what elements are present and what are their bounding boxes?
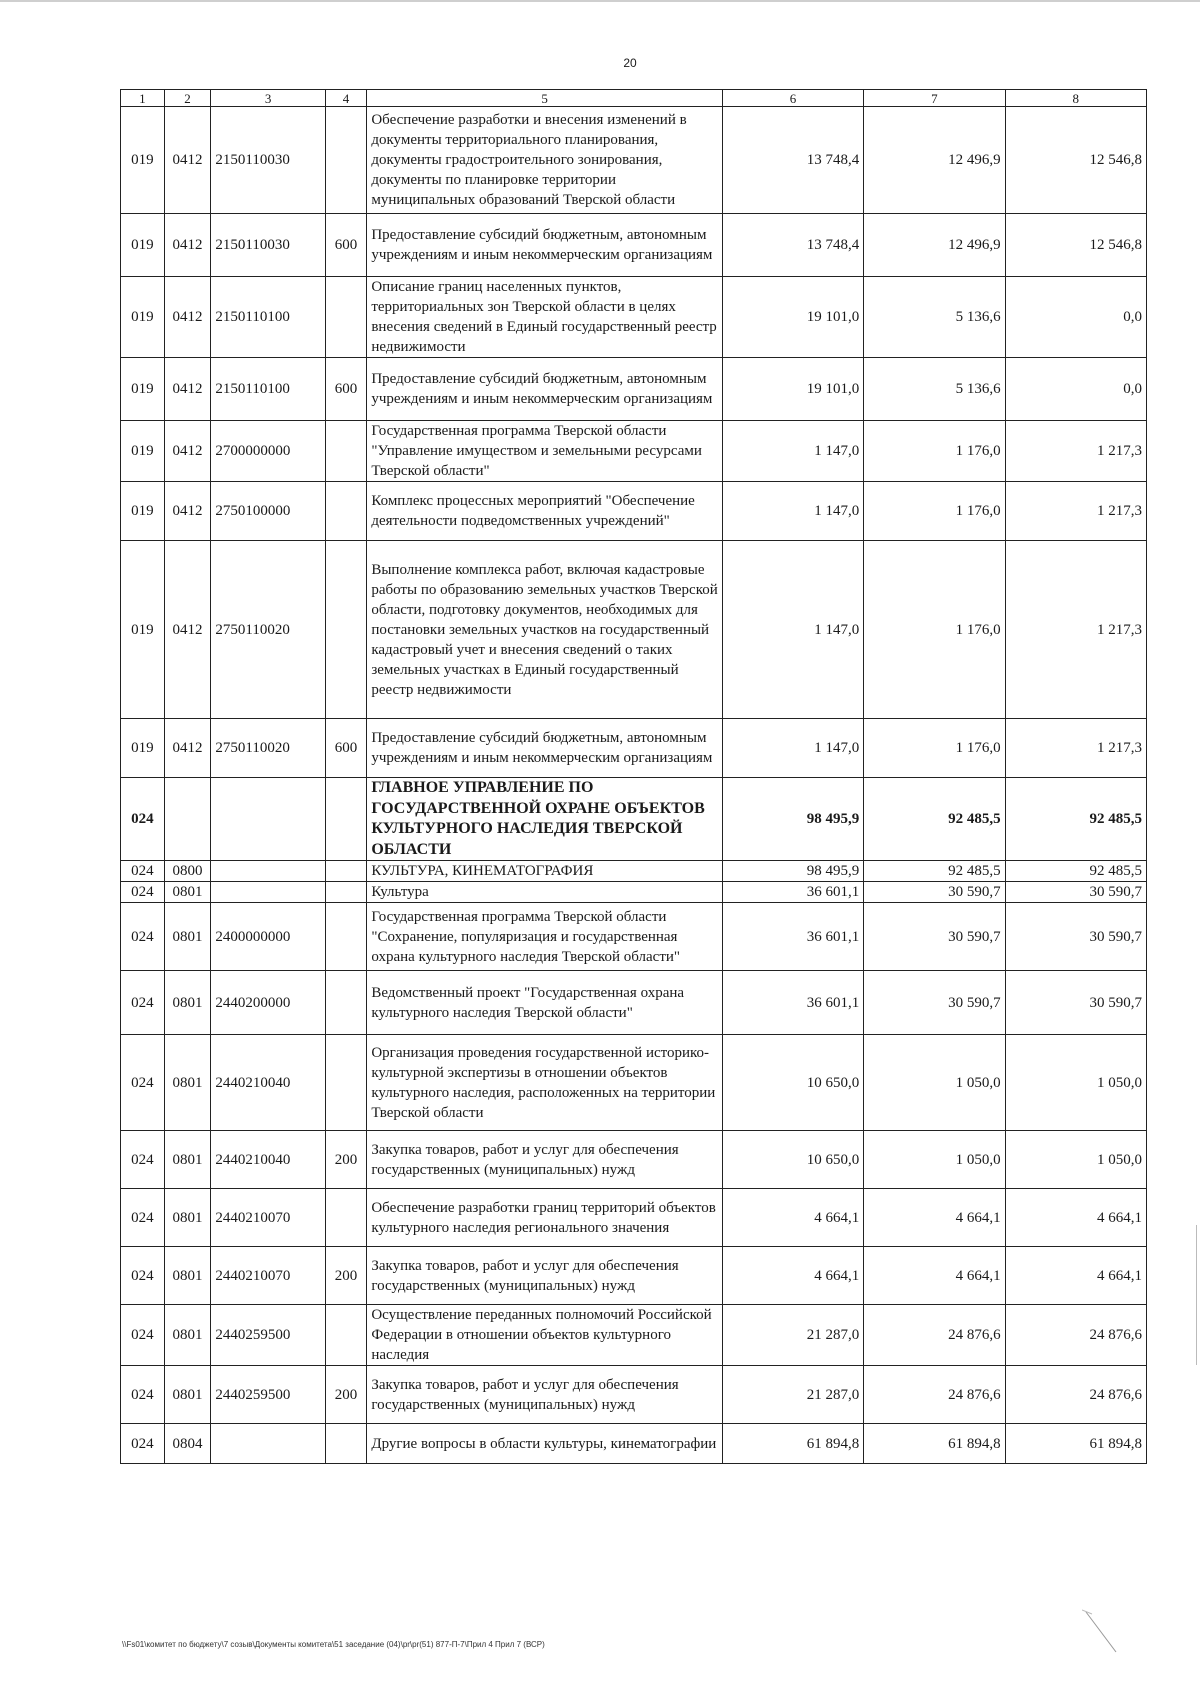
cell-name: Предоставление субсидий бюджетным, автономным учреждениям и иным некоммерческим организациям — [367, 719, 723, 778]
cell-name: Организация проведения государственной историко-культурной экспертизы в отношении объектов культурного наследия, расположенных на территории Тверской области — [367, 1035, 723, 1131]
cell-amount-col6: 4 664,1 — [722, 1189, 863, 1247]
column-number: 8 — [1005, 90, 1146, 107]
cell-target-article: 2750100000 — [211, 482, 325, 541]
cell-expense-type: 600 — [325, 358, 367, 421]
cell-expense-type — [325, 1035, 367, 1131]
cell-amount-col7: 24 876,6 — [864, 1366, 1005, 1424]
cell-amount-col7: 5 136,6 — [864, 277, 1005, 358]
cell-section: 0801 — [164, 903, 211, 971]
table-row — [121, 482, 1147, 541]
cell-expense-type — [325, 421, 367, 482]
column-number: 5 — [367, 90, 723, 107]
cell-amount-col8: 12 546,8 — [1005, 107, 1146, 214]
table-row — [121, 358, 1147, 421]
table-body — [121, 90, 1147, 1464]
cell-target-article: 2150110100 — [211, 358, 325, 421]
cell-admin-code: 024 — [121, 971, 165, 1035]
cell-name: ГЛАВНОЕ УПРАВЛЕНИЕ ПО ГОСУДАРСТВЕННОЙ ОХРАНЕ ОБЪЕКТОВ КУЛЬТУРНОГО НАСЛЕДИЯ ТВЕРСКОЙ ОБЛАСТИ — [367, 778, 723, 861]
table-row — [121, 1035, 1147, 1131]
cell-section: 0412 — [164, 107, 211, 214]
column-number: 1 — [121, 90, 165, 107]
cell-amount-col6: 21 287,0 — [722, 1366, 863, 1424]
cell-expense-type — [325, 1424, 367, 1464]
column-number: 6 — [722, 90, 863, 107]
cell-admin-code: 024 — [121, 1305, 165, 1366]
cell-admin-code: 024 — [121, 778, 165, 861]
table-row — [121, 903, 1147, 971]
cell-name: Культура — [367, 882, 723, 903]
cell-amount-col7: 12 496,9 — [864, 107, 1005, 214]
cell-amount-col6: 19 101,0 — [722, 277, 863, 358]
cell-expense-type — [325, 482, 367, 541]
cell-section — [164, 778, 211, 861]
cell-name: Другие вопросы в области культуры, кинематографии — [367, 1424, 723, 1464]
cell-target-article — [211, 861, 325, 882]
cell-section: 0412 — [164, 214, 211, 277]
cell-amount-col8: 61 894,8 — [1005, 1424, 1146, 1464]
cell-section: 0412 — [164, 421, 211, 482]
column-number: 2 — [164, 90, 211, 107]
cell-target-article: 2700000000 — [211, 421, 325, 482]
cell-expense-type: 200 — [325, 1247, 367, 1305]
cell-amount-col7: 4 664,1 — [864, 1189, 1005, 1247]
cell-amount-col6: 10 650,0 — [722, 1131, 863, 1189]
cell-name: Предоставление субсидий бюджетным, автономным учреждениям и иным некоммерческим организациям — [367, 214, 723, 277]
scan-artifact-mark — [1082, 1608, 1122, 1656]
cell-admin-code: 024 — [121, 1131, 165, 1189]
cell-expense-type — [325, 903, 367, 971]
cell-target-article: 2750110020 — [211, 719, 325, 778]
cell-admin-code: 024 — [121, 1424, 165, 1464]
cell-target-article: 2400000000 — [211, 903, 325, 971]
budget-table — [120, 89, 1147, 1464]
cell-amount-col7: 30 590,7 — [864, 971, 1005, 1035]
cell-expense-type — [325, 1189, 367, 1247]
cell-target-article: 2440259500 — [211, 1366, 325, 1424]
cell-amount-col8: 0,0 — [1005, 277, 1146, 358]
cell-amount-col6: 36 601,1 — [722, 971, 863, 1035]
cell-name: Комплекс процессных мероприятий "Обеспечение деятельности подведомственных учреждений" — [367, 482, 723, 541]
table-row — [121, 1366, 1147, 1424]
cell-admin-code: 019 — [121, 719, 165, 778]
cell-amount-col8: 1 217,3 — [1005, 541, 1146, 719]
column-number: 7 — [864, 90, 1005, 107]
table-row — [121, 778, 1147, 861]
cell-amount-col7: 5 136,6 — [864, 358, 1005, 421]
cell-expense-type: 200 — [325, 1366, 367, 1424]
cell-amount-col6: 4 664,1 — [722, 1247, 863, 1305]
cell-target-article: 2150110030 — [211, 107, 325, 214]
cell-amount-col8: 30 590,7 — [1005, 882, 1146, 903]
cell-name: Выполнение комплекса работ, включая кадастровые работы по образованию земельных участков Тверской области, подготовку документов, необходимых для постановки земельных участков на государственный кадастровый учет и внесения сведений о таких земельных участках в Единый государственный реестр недвижимости — [367, 541, 723, 719]
cell-target-article — [211, 882, 325, 903]
footer-file-path: \\Fs01\комитет по бюджету\7 созыв\Документы комитета\51 заседание (04)\pr\pr(51) 877-П-7\Прил 4 Прил 7 (ВСР) — [122, 1640, 545, 1649]
cell-admin-code: 019 — [121, 107, 165, 214]
table-row — [121, 1247, 1147, 1305]
cell-name: Закупка товаров, работ и услуг для обеспечения государственных (муниципальных) нужд — [367, 1366, 723, 1424]
cell-admin-code: 019 — [121, 541, 165, 719]
table-row — [121, 861, 1147, 882]
cell-expense-type — [325, 1305, 367, 1366]
cell-admin-code: 019 — [121, 214, 165, 277]
cell-section: 0801 — [164, 1366, 211, 1424]
cell-section: 0801 — [164, 882, 211, 903]
cell-amount-col7: 12 496,9 — [864, 214, 1005, 277]
cell-name: Государственная программа Тверской области "Сохранение, популяризация и государственная охрана культурного наследия Тверской области" — [367, 903, 723, 971]
cell-amount-col8: 1 050,0 — [1005, 1131, 1146, 1189]
cell-amount-col7: 61 894,8 — [864, 1424, 1005, 1464]
cell-amount-col8: 4 664,1 — [1005, 1189, 1146, 1247]
cell-admin-code: 024 — [121, 1366, 165, 1424]
cell-section: 0800 — [164, 861, 211, 882]
table-row — [121, 1424, 1147, 1464]
cell-admin-code: 019 — [121, 421, 165, 482]
table-row — [121, 882, 1147, 903]
cell-admin-code: 019 — [121, 482, 165, 541]
cell-amount-col8: 1 217,3 — [1005, 421, 1146, 482]
cell-expense-type — [325, 541, 367, 719]
cell-name: Обеспечение разработки и внесения изменений в документы территориального планирования, документы градостроительного зонирования, документы по планировке территории муниципальных образований Тверской области — [367, 107, 723, 214]
cell-admin-code: 024 — [121, 1035, 165, 1131]
cell-amount-col8: 30 590,7 — [1005, 903, 1146, 971]
cell-name: Предоставление субсидий бюджетным, автономным учреждениям и иным некоммерческим организациям — [367, 358, 723, 421]
cell-amount-col6: 98 495,9 — [722, 861, 863, 882]
cell-section: 0801 — [164, 1189, 211, 1247]
cell-section: 0801 — [164, 1247, 211, 1305]
table-row — [121, 719, 1147, 778]
column-number: 4 — [325, 90, 367, 107]
scan-top-edge — [0, 0, 1200, 2]
cell-amount-col8: 92 485,5 — [1005, 778, 1146, 861]
cell-name: Закупка товаров, работ и услуг для обеспечения государственных (муниципальных) нужд — [367, 1131, 723, 1189]
cell-section: 0412 — [164, 482, 211, 541]
table-row — [121, 971, 1147, 1035]
cell-amount-col7: 92 485,5 — [864, 861, 1005, 882]
cell-amount-col7: 1 050,0 — [864, 1131, 1005, 1189]
cell-target-article — [211, 1424, 325, 1464]
cell-amount-col8: 1 217,3 — [1005, 719, 1146, 778]
cell-section: 0412 — [164, 541, 211, 719]
table-row — [121, 1131, 1147, 1189]
cell-amount-col6: 61 894,8 — [722, 1424, 863, 1464]
cell-target-article: 2440210070 — [211, 1189, 325, 1247]
cell-name: Обеспечение разработки границ территорий объектов культурного наследия регионального значения — [367, 1189, 723, 1247]
cell-amount-col7: 1 176,0 — [864, 719, 1005, 778]
cell-name: КУЛЬТУРА, КИНЕМАТОГРАФИЯ — [367, 861, 723, 882]
cell-amount-col6: 13 748,4 — [722, 107, 863, 214]
cell-amount-col7: 1 176,0 — [864, 541, 1005, 719]
table-row — [121, 541, 1147, 719]
cell-amount-col6: 1 147,0 — [722, 719, 863, 778]
cell-section: 0801 — [164, 1035, 211, 1131]
cell-expense-type — [325, 861, 367, 882]
table-row — [121, 107, 1147, 214]
cell-admin-code: 024 — [121, 882, 165, 903]
cell-section: 0412 — [164, 719, 211, 778]
cell-amount-col6: 21 287,0 — [722, 1305, 863, 1366]
cell-amount-col7: 30 590,7 — [864, 903, 1005, 971]
cell-target-article: 2440210040 — [211, 1131, 325, 1189]
cell-amount-col7: 92 485,5 — [864, 778, 1005, 861]
cell-admin-code: 024 — [121, 1189, 165, 1247]
cell-expense-type: 600 — [325, 719, 367, 778]
cell-admin-code: 024 — [121, 861, 165, 882]
cell-expense-type — [325, 277, 367, 358]
cell-amount-col8: 92 485,5 — [1005, 861, 1146, 882]
cell-section: 0412 — [164, 358, 211, 421]
cell-amount-col8: 1 050,0 — [1005, 1035, 1146, 1131]
cell-section: 0412 — [164, 277, 211, 358]
cell-amount-col7: 1 050,0 — [864, 1035, 1005, 1131]
cell-expense-type — [325, 778, 367, 861]
cell-admin-code: 024 — [121, 903, 165, 971]
cell-amount-col7: 24 876,6 — [864, 1305, 1005, 1366]
cell-target-article: 2440210040 — [211, 1035, 325, 1131]
cell-amount-col7: 1 176,0 — [864, 421, 1005, 482]
cell-expense-type — [325, 882, 367, 903]
cell-target-article: 2150110100 — [211, 277, 325, 358]
cell-amount-col7: 1 176,0 — [864, 482, 1005, 541]
table-row — [121, 277, 1147, 358]
cell-amount-col8: 12 546,8 — [1005, 214, 1146, 277]
cell-amount-col6: 36 601,1 — [722, 882, 863, 903]
cell-expense-type: 600 — [325, 214, 367, 277]
cell-amount-col6: 19 101,0 — [722, 358, 863, 421]
table-row — [121, 214, 1147, 277]
cell-expense-type — [325, 971, 367, 1035]
cell-amount-col6: 36 601,1 — [722, 903, 863, 971]
cell-admin-code: 024 — [121, 1247, 165, 1305]
cell-expense-type — [325, 107, 367, 214]
cell-target-article: 2750110020 — [211, 541, 325, 719]
cell-amount-col8: 24 876,6 — [1005, 1305, 1146, 1366]
table-row — [121, 421, 1147, 482]
cell-amount-col8: 24 876,6 — [1005, 1366, 1146, 1424]
table-row — [121, 1305, 1147, 1366]
cell-admin-code: 019 — [121, 277, 165, 358]
cell-amount-col6: 1 147,0 — [722, 541, 863, 719]
cell-amount-col7: 4 664,1 — [864, 1247, 1005, 1305]
cell-name: Описание границ населенных пунктов, территориальных зон Тверской области в целях внесения сведений в Единый государственный реестр недвижимости — [367, 277, 723, 358]
column-number: 3 — [211, 90, 325, 107]
cell-amount-col8: 1 217,3 — [1005, 482, 1146, 541]
cell-target-article: 2440210070 — [211, 1247, 325, 1305]
cell-target-article: 2440259500 — [211, 1305, 325, 1366]
cell-name: Закупка товаров, работ и услуг для обеспечения государственных (муниципальных) нужд — [367, 1247, 723, 1305]
cell-section: 0804 — [164, 1424, 211, 1464]
cell-target-article: 2150110030 — [211, 214, 325, 277]
cell-name: Государственная программа Тверской области "Управление имуществом и земельными ресурсами Тверской области" — [367, 421, 723, 482]
cell-amount-col6: 13 748,4 — [722, 214, 863, 277]
scan-edge-line — [1196, 1225, 1197, 1365]
cell-section: 0801 — [164, 971, 211, 1035]
cell-admin-code: 019 — [121, 358, 165, 421]
cell-name: Осуществление переданных полномочий Российской Федерации в отношении объектов культурного наследия — [367, 1305, 723, 1366]
column-number-row — [121, 90, 1147, 107]
cell-target-article — [211, 778, 325, 861]
cell-amount-col6: 10 650,0 — [722, 1035, 863, 1131]
cell-amount-col6: 1 147,0 — [722, 482, 863, 541]
page-number: 20 — [623, 56, 637, 70]
cell-expense-type: 200 — [325, 1131, 367, 1189]
cell-section: 0801 — [164, 1305, 211, 1366]
cell-amount-col8: 30 590,7 — [1005, 971, 1146, 1035]
cell-amount-col8: 4 664,1 — [1005, 1247, 1146, 1305]
cell-amount-col6: 1 147,0 — [722, 421, 863, 482]
cell-name: Ведомственный проект "Государственная охрана культурного наследия Тверской области" — [367, 971, 723, 1035]
table-row — [121, 1189, 1147, 1247]
cell-target-article: 2440200000 — [211, 971, 325, 1035]
cell-amount-col7: 30 590,7 — [864, 882, 1005, 903]
cell-amount-col6: 98 495,9 — [722, 778, 863, 861]
cell-amount-col8: 0,0 — [1005, 358, 1146, 421]
cell-section: 0801 — [164, 1131, 211, 1189]
